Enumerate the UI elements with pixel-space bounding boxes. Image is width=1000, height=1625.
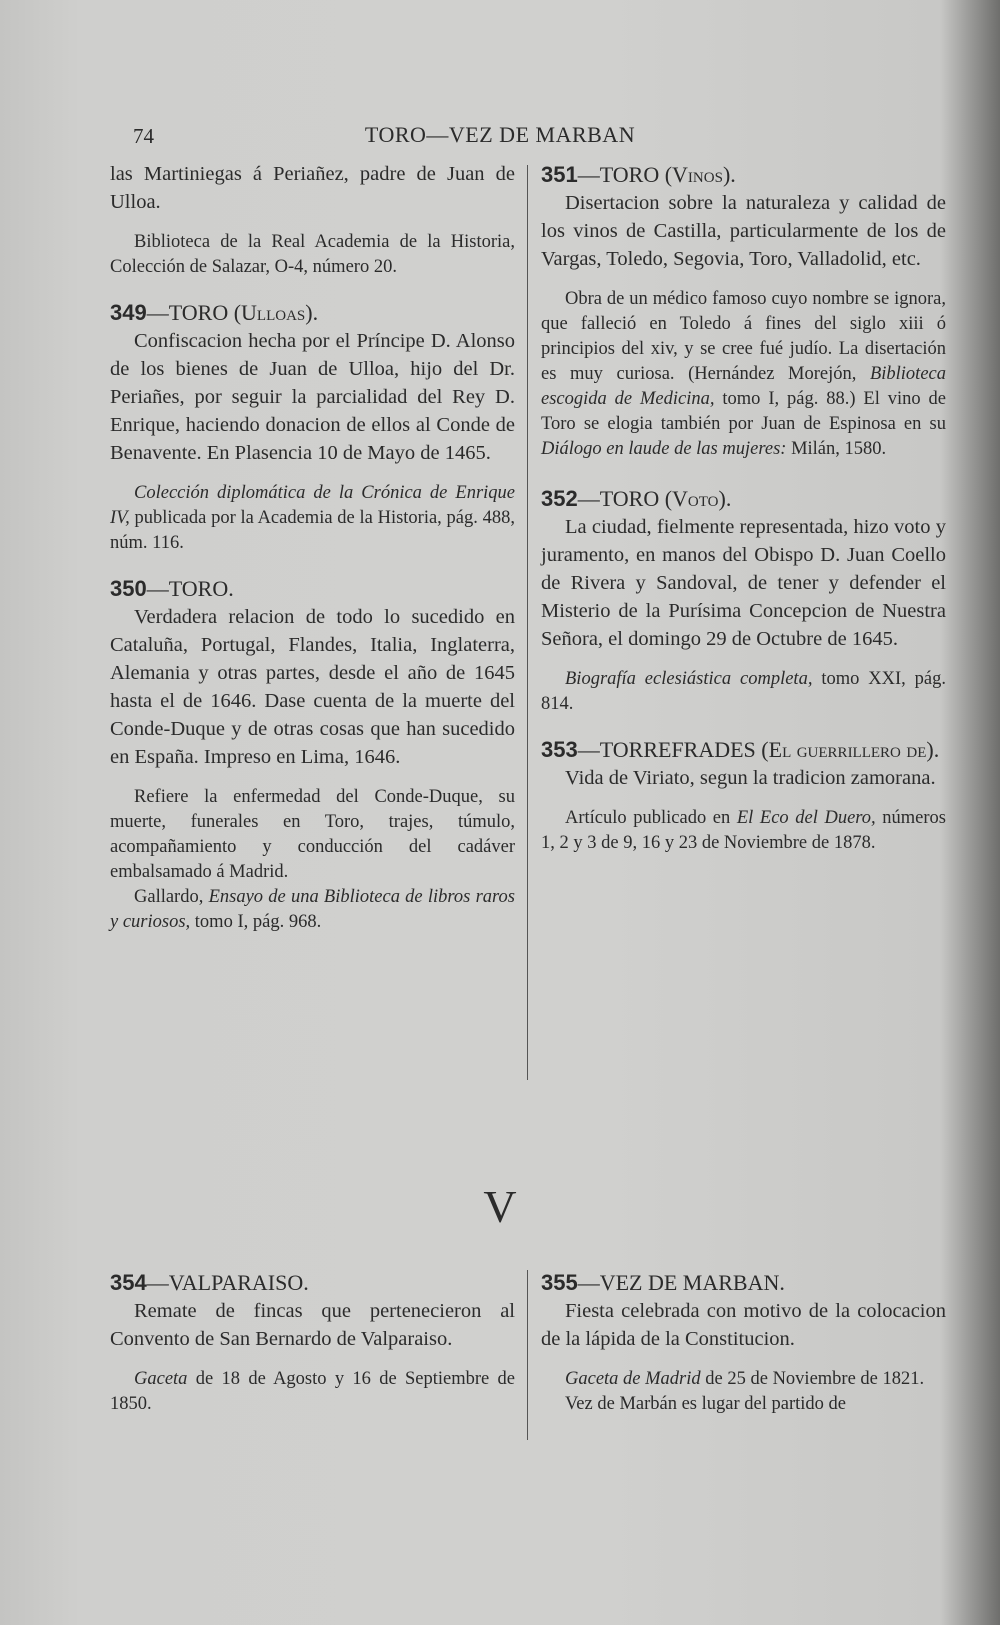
- note-text: Artículo publicado en: [565, 808, 737, 828]
- entry-title: —VALPARAISO.: [146, 1270, 309, 1295]
- note-text: tomo I, pág. 88.) El vino de Toro se elogia también por Juan de Espinosa en su: [541, 389, 946, 434]
- entry-353: [541, 735, 946, 856]
- entry-description: Disertacion sobre la naturaleza y calidad de los vinos de Castilla, particularmente de los de Vargas, Toledo, Segovia, Toro, Valladolid, etc.: [541, 192, 946, 270]
- reference-title: Gaceta de Madrid: [565, 1369, 701, 1389]
- reference-detail: publicada por la Academia de la Historia, pág. 488, núm. 116.: [110, 508, 515, 553]
- right-column: [541, 160, 946, 856]
- reference-title: Colección diplomática de la Crónica de Enrique IV,: [110, 483, 515, 528]
- reference-detail: de 25 de Noviembre de 1821.: [700, 1369, 925, 1389]
- note-text: Obra de un médico famoso cuyo nombre se ignora, que falleció en Toledo á fines del siglo xiii ó principios del xiv, y se cree fué judío. La disertación es muy curiosa. (Hernández Morejón,: [541, 289, 946, 384]
- entry-heading: [110, 298, 515, 327]
- reference-title: El Eco del Duero,: [736, 808, 876, 828]
- entry-number: 354: [110, 1270, 147, 1295]
- entry-350: [110, 574, 515, 935]
- entry-355: [541, 1268, 946, 1417]
- reference-note: Biblioteca de la Real Academia de la Historia, Colección de Salazar, O-4, número 20.: [110, 232, 515, 277]
- entry-heading: [541, 484, 946, 513]
- entry-title: —TORO (: [577, 162, 673, 187]
- entry-title: —TORREFRADES (: [577, 737, 769, 762]
- reference-title: Diálogo en laude de las mujeres:: [541, 439, 787, 459]
- entry-note: Vez de Marbán es lugar del partido de: [565, 1394, 846, 1414]
- reference-detail: tomo I, pág. 968.: [190, 912, 322, 932]
- column-divider-lower: [527, 1270, 528, 1440]
- entry-351: [541, 160, 946, 462]
- reference-author: Gallardo,: [134, 887, 209, 907]
- entry-number: 349: [110, 300, 147, 325]
- entry-reference: [541, 667, 946, 717]
- entry-title-smallcaps: Vinos: [672, 162, 723, 187]
- reference-title: Biblioteca escogida de Medicina,: [541, 364, 946, 409]
- entry-354: [110, 1268, 515, 1417]
- column-divider: [527, 165, 528, 1080]
- entry-heading: [110, 574, 515, 603]
- entry-reference: [110, 1367, 515, 1417]
- reference-title: Biografía eclesiástica completa,: [565, 669, 813, 689]
- entry-number: 350: [110, 576, 147, 601]
- entry-description: La ciudad, fielmente representada, hizo voto y juramento, en manos del Obispo D. Juan Coello de Rivera y Sandoval, de tener y defender el Misterio de la Purísima Concepcion de Nuestra Señora, el domingo 29 de Octubre de 1645.: [541, 516, 946, 650]
- entry-title: —VEZ DE MARBAN.: [577, 1270, 785, 1295]
- entry-title-smallcaps: Voto: [672, 486, 719, 511]
- entry-title-smallcaps: Ulloas: [241, 300, 306, 325]
- continued-text: las Martiniegas á Periañez, padre de Juan de Ulloa.: [110, 163, 515, 213]
- reference-detail: tomo XXI, pág. 814.: [541, 669, 946, 714]
- entry-heading: [110, 1268, 515, 1297]
- entry-heading: [541, 160, 946, 189]
- entry-title: —TORO (: [577, 486, 673, 511]
- entry-number: 351: [541, 162, 578, 187]
- entry-note: Refiere la enfermedad del Conde-Duque, su muerte, funerales en Toro, trajes, túmulo, acompañamiento y conducción del cadáver embalsamado á Madrid.: [110, 787, 515, 882]
- entry-description: Verdadera relacion de todo lo sucedido en Cataluña, Portugal, Flandes, Italia, Inglaterra, Alemania y otras partes, desde el año de 1645 hasta el de 1646. Dase cuenta de la muerte del Conde-Duque y de otras cosas que han sucedido en España. Impreso en Lima, 1646.: [110, 606, 515, 768]
- entry-352: [541, 484, 946, 717]
- entry-reference: [541, 1367, 946, 1392]
- entry-title-end: ).: [718, 486, 732, 511]
- entry-title: —TORO (: [146, 300, 242, 325]
- entry-title-end: ).: [926, 737, 940, 762]
- entry-number: 352: [541, 486, 578, 511]
- entry-description: Remate de fincas que pertenecieron al Convento de San Bernardo de Valparaiso.: [110, 1300, 515, 1350]
- reference-title: Ensayo de una Biblioteca de libros raros y curiosos,: [110, 887, 515, 932]
- entry-title-smallcaps: El guerrillero de: [768, 737, 927, 762]
- entry-349: [110, 298, 515, 556]
- entry-title-end: ).: [722, 162, 736, 187]
- entry-note: [541, 287, 946, 462]
- entry-heading: [541, 735, 946, 764]
- note-text: Milán, 1580.: [786, 439, 887, 459]
- entry-reference: [110, 481, 515, 556]
- entry-description: Confiscacion hecha por el Príncipe D. Alonso de los bienes de Juan de Ulloa, hijo del Dr. Periañes, por seguir la parcialidad del Rey D. Enrique, haciendo donacion de ellos al Conde de Benavente. En Plasencia 10 de Mayo de 1465.: [110, 330, 515, 464]
- entry-note: [541, 806, 946, 856]
- entry-reference: [110, 885, 515, 935]
- reference-title: Gaceta: [134, 1369, 188, 1389]
- entry-description: Vida de Viriato, segun la tradicion zamorana.: [565, 767, 936, 789]
- section-letter: V: [483, 1181, 517, 1232]
- entry-number: 353: [541, 737, 578, 762]
- left-column: [110, 160, 515, 935]
- entry-title-end: ).: [305, 300, 319, 325]
- entry-description: Fiesta celebrada con motivo de la colocacion de la lápida de la Constitucion.: [541, 1300, 946, 1350]
- entry-title: —TORO.: [146, 576, 234, 601]
- note-text: números 1, 2 y 3 de 9, 16 y 23 de Noviembre de 1878.: [541, 808, 946, 853]
- entry-heading: [541, 1268, 946, 1297]
- running-title: TORO—VEZ DE MARBAN: [364, 122, 636, 147]
- reference-detail: de 18 de Agosto y 16 de Septiembre de 1850.: [110, 1369, 515, 1414]
- entry-number: 355: [541, 1270, 578, 1295]
- page-number: 74: [133, 124, 154, 148]
